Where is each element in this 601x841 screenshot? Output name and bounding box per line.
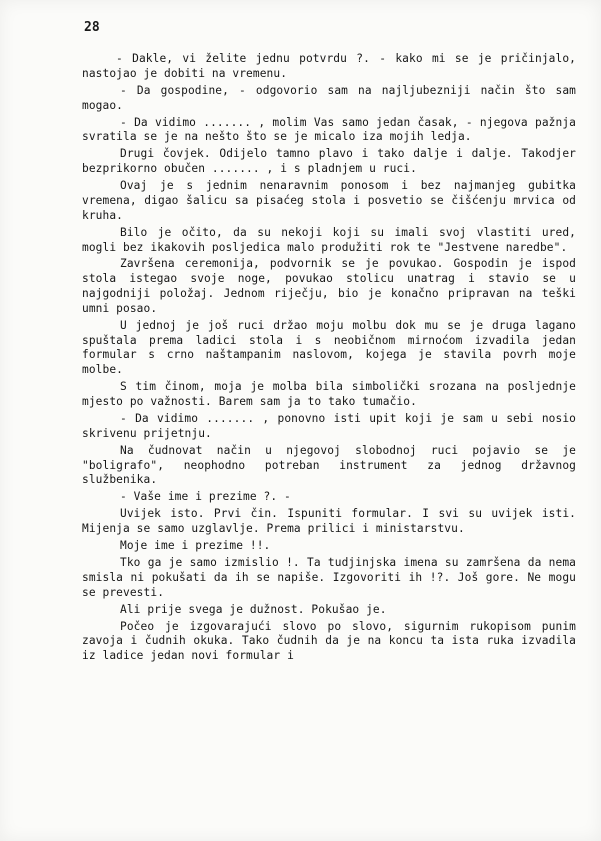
paragraph: Drugi čovjek. Odijelo tamno plavo i tako dalje i dalje. Takodjer bezprikorno obučen ....... , i s pladnjem u ruci. bbox=[82, 147, 576, 176]
paragraph: - Da vidimo ....... , molim Vas samo jedan časak, - njegova pažnja svratila se je na nešto što se je micalo iza mojih ledja. bbox=[82, 115, 576, 144]
paragraph: U jednoj je još ruci držao moju molbu dok mu se je druga lagano spuštala prema ladici stola i s neobičnom mirnoćom izvadila jedan formular s crno naštampanim naslovom, kojega je stavila povrh moje molbe. bbox=[82, 318, 576, 377]
paragraph: Moje ime i prezime !!. bbox=[120, 539, 271, 553]
paragraph: Počeo je izgovarajući slovo po slovo, sigurnim rukopisom punim zavoja i čudnih okuka. Tako čudnih da je na koncu ta ista ruka izvadila iz ladice jedan novi formular i bbox=[82, 619, 576, 663]
paragraph: - Da gospodine, - odgovorio sam na najljubezniji način što sam mogao. bbox=[82, 83, 576, 112]
page-number: 28 bbox=[84, 20, 100, 35]
paragraph: Tko ga je samo izmislio !. Ta tudjinjska imena su zamršena da nema smisla ni pokušati da ih se napiše. Izgovoriti ih !?. Još gore. Ne mogu se prevesti. bbox=[82, 556, 576, 599]
paragraph: S tim činom, moja je molba bila simbolički srozana na posljednje mjesto po važnosti. Barem sam ja to tako tumačio. bbox=[82, 380, 576, 409]
paragraph: - Vaše ime i prezime ?. - bbox=[120, 490, 291, 504]
paragraph: Ovaj je s jednim nenaravnim ponosom i bez najmanjeg gubitka vremena, digao šalicu sa pisaćeg stola i posvetio se čišćenju mrvica od kruha. bbox=[82, 179, 576, 222]
paragraph: Bilo je očito, da su nekoji koji su imali svoj vlastiti ured, mogli bez ikakovih posljedica malo produžiti rok te "Jestvene naredbe". bbox=[82, 225, 576, 254]
paragraph: Uvijek isto. Prvi čin. Ispuniti formular. I svi su uvijek isti. Mijenja se samo uzglavlje. Prema prilici i ministarstvu. bbox=[82, 507, 576, 536]
paragraph: - Da vidimo ....... , ponovno isti upit koji je sam u sebi nosio skrivenu prijetnju. bbox=[82, 412, 576, 440]
paragraph: - Dakle, vi želite jednu potvrdu ?. - kako mi se je pričinjalo, nastojao je dobiti na vremenu. bbox=[82, 52, 576, 80]
paragraph: Završena ceremonija, podvornik se je povukao. Gospodin je ispod stola istegao svoje noge, povukao stolicu unatrag i stavio se u najgodniji položaj. Jednom riječju, bio je konačno pripravan na teški umni posao. bbox=[82, 257, 576, 315]
page-body bbox=[82, 52, 576, 666]
paragraph: Na čudnovat način u njegovoj slobodnoj ruci pojavio se je "boligrafo", neophodno potreban instrument za jednog državnog službenika. bbox=[82, 443, 576, 487]
paragraph: Ali prije svega je dužnost. Pokušao je. bbox=[120, 602, 387, 616]
